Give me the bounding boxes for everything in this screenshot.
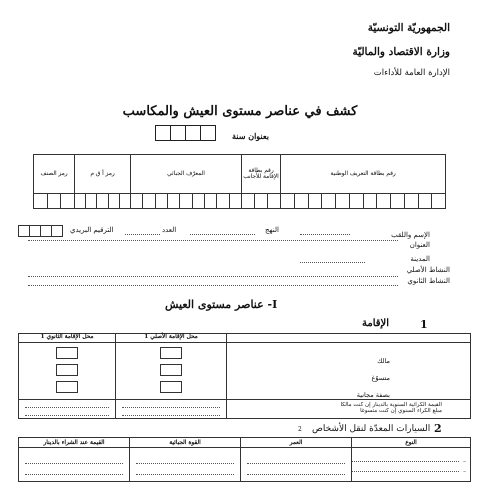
postal-field[interactable] [125,234,160,235]
year-digit-box[interactable] [170,126,185,140]
directorate-line: الإدارة العامة للأداءات [373,68,450,78]
document-title: كشف في عناصر مستوى العيش والمكاسب [122,104,358,119]
secondary-rent-field[interactable] [25,415,109,416]
city-field[interactable] [300,262,365,263]
secondary-value-field[interactable] [25,407,109,408]
main-activity-label: النشاط الأصلي [406,266,450,274]
id-header-category: رمز الصنف [34,155,75,194]
address-label: العنوان [409,241,430,249]
row-owner-label: مالك [377,357,390,365]
col-secondary-residence: محل الإقامة الثانوي 1 [19,334,116,343]
secondary-free-box[interactable] [56,381,78,393]
rental-value-label: القيمة الكرائية السنوية بالدينار إن كنت مالكا [340,402,442,408]
city-label: المدينة [410,255,430,263]
secondary-tenant-box[interactable] [56,364,78,376]
id-header-residence: رقم بطاقة الإقامة للأجانب [242,155,281,194]
purchase-value-cell[interactable] [19,448,130,482]
type-dash-2: – [463,468,466,475]
republic-line: الجمهوريّة التونسيّة [367,22,450,34]
col-type: النوع [352,438,471,448]
row-free-label: بصفة مجانية [356,391,390,399]
col-age: العمر [241,438,352,448]
type-cell[interactable] [352,448,471,482]
national-id-cells[interactable] [281,194,446,209]
number-field[interactable] [190,234,255,235]
fiscal-cells[interactable] [131,194,242,209]
main-tenant-box[interactable] [160,364,182,376]
name-field[interactable] [28,240,398,241]
secondary-activity-label: النشاط الثانوي [407,277,450,285]
year-input-boxes[interactable] [155,125,216,141]
ministry-line: وزارة الاقتصاد والماليّة [352,46,450,58]
year-digit-box[interactable] [200,126,215,140]
col-purchase-value: القيمة عند الشراء بالدينار [19,438,130,448]
annual-rent-label: مبلغ الكراء السنوي إن كنت متسوغا [360,408,442,414]
sub2-note: 2 [298,426,302,433]
name-label: الإسم واللقب [391,231,430,239]
secondary-owner-box[interactable] [56,347,78,359]
id-table [33,154,446,209]
type-dash-1: – [463,458,466,465]
id-header-national-id: رقم بطاقة التعريف الوطنية [281,155,446,194]
section1-title: I- عناصر مستوى العيش [165,298,278,311]
main-free-box[interactable] [160,381,182,393]
sub2-title: السيارات المعدّة لنقل الأشخاص [312,424,431,434]
year-digit-box[interactable] [156,126,170,140]
category-cells[interactable] [34,194,75,209]
sub1-title: الإقامة [362,318,390,329]
street-field[interactable] [300,234,350,235]
col-main-residence: محل الإقامة الأصلي 1 [116,334,227,343]
year-label: بعنوان سنة [232,131,269,141]
main-owner-box[interactable] [160,347,182,359]
col-fiscal-power: القوة الجبائية [130,438,241,448]
vehicles-table [18,437,471,482]
age-cell[interactable] [241,448,352,482]
sub1-number: 1 [420,318,428,331]
residence-table [18,333,471,419]
secondary-activity-field[interactable] [28,285,398,286]
main-value-field[interactable] [122,407,220,408]
street-label: النهج [265,226,279,234]
id-header-aqm: رمز أ ق م [75,155,131,194]
main-activity-field[interactable] [28,276,398,277]
postal-code-cells[interactable] [18,225,63,237]
residence-cells[interactable] [242,194,281,209]
postal-label: الترقيم البريدي [70,226,114,234]
aqm-cells[interactable] [75,194,131,209]
fiscal-power-cell[interactable] [130,448,241,482]
sub2-number: 2 [434,422,442,435]
id-header-fiscal: المعرّف الجبائي [131,155,242,194]
year-digit-box[interactable] [185,126,200,140]
row-tenant-label: متسوّغ [371,374,390,382]
main-rent-field[interactable] [122,415,220,416]
number-label: العدد [162,226,177,234]
